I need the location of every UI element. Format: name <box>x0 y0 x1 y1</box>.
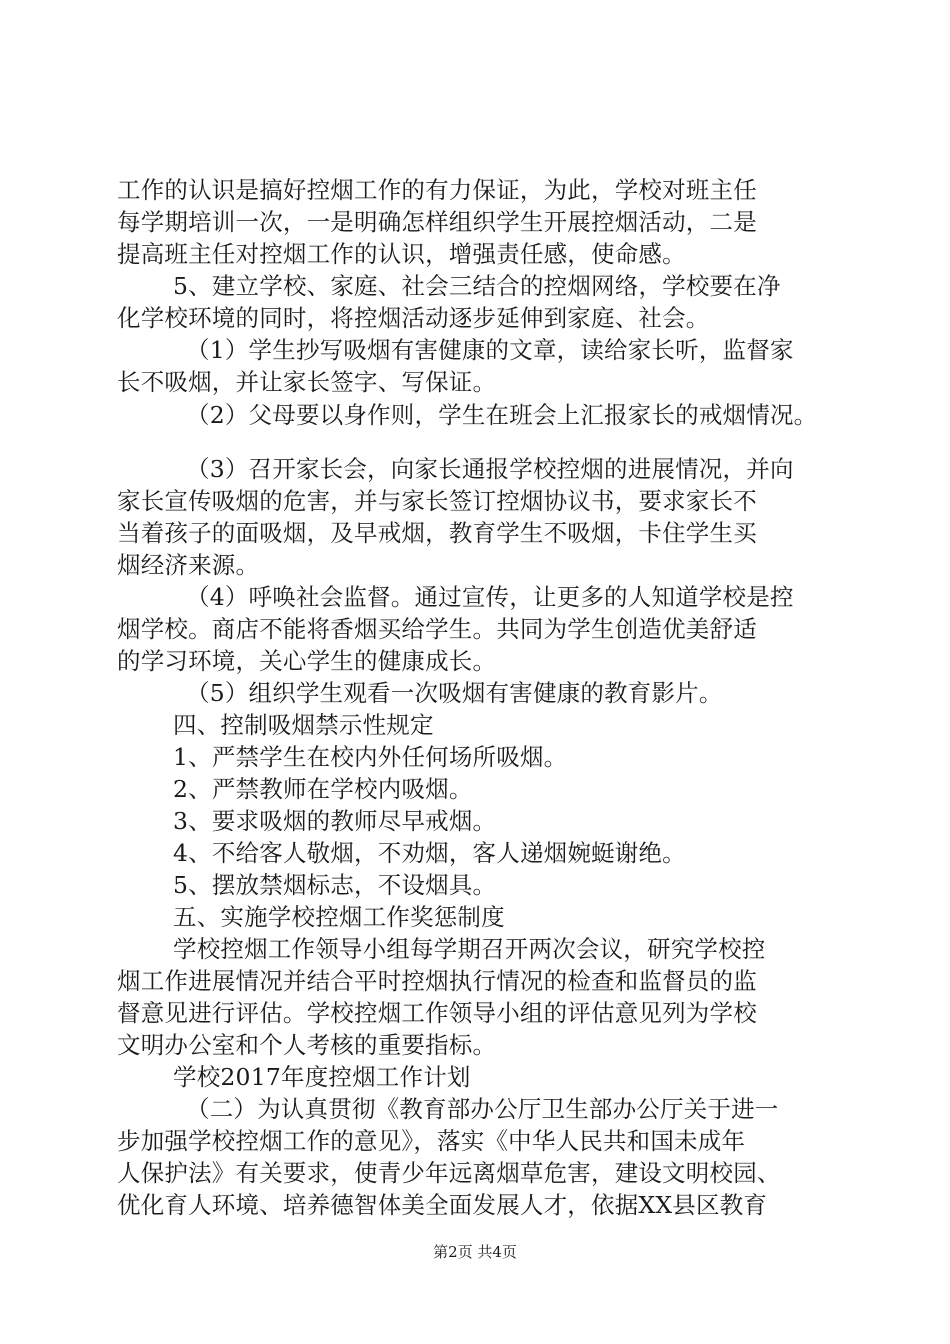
text-line: 工作的认识是搞好控烟工作的有力保证，为此，学校对班主任 <box>117 176 757 204</box>
text-line: 当着孩子的面吸烟，及早戒烟，教育学生不吸烟，卡住学生买 <box>117 519 757 547</box>
text-line: （4）呼唤社会监督。通过宣传，让更多的人知道学校是控 <box>186 583 794 611</box>
document-title: 学校2017年度控烟工作计划 <box>173 1063 471 1091</box>
text-line: 5、摆放禁烟标志，不设烟具。 <box>173 871 497 899</box>
text-line: 督意见进行评估。学校控烟工作领导小组的评估意见列为学校 <box>117 999 757 1027</box>
text-line: 烟学校。商店不能将香烟买给学生。共同为学生创造优美舒适 <box>117 615 757 643</box>
text-line: 人保护法》有关要求，使青少年远离烟草危害，建设文明校园、 <box>117 1159 781 1187</box>
text-line: 4、不给客人敬烟，不劝烟，客人递烟婉蜓谢绝。 <box>173 839 686 867</box>
text-line: 3、要求吸烟的教师尽早戒烟。 <box>173 807 497 835</box>
text-line: 提高班主任对控烟工作的认识，增强责任感，使命感。 <box>117 240 686 268</box>
text-line: （1）学生抄写吸烟有害健康的文章，读给家长听，监督家 <box>186 336 794 364</box>
text-line: 家长宣传吸烟的危害，并与家长签订控烟协议书，要求家长不 <box>117 487 757 515</box>
text-line: 每学期培训一次，一是明确怎样组织学生开展控烟活动，二是 <box>117 208 757 236</box>
text-line: 化学校环境的同时，将控烟活动逐步延伸到家庭、社会。 <box>117 304 710 332</box>
section-heading: 四、控制吸烟禁示性规定 <box>173 711 434 739</box>
text-line: （二）为认真贯彻《教育部办公厅卫生部办公厅关于进一 <box>186 1095 779 1123</box>
page-number-footer: 第2页 共4页 <box>433 1243 517 1261</box>
text-line: 烟工作进展情况并结合平时控烟执行情况的检查和监督员的监 <box>117 967 757 995</box>
text-line: （5）组织学生观看一次吸烟有害健康的教育影片。 <box>186 679 723 707</box>
section-heading: 五、实施学校控烟工作奖惩制度 <box>173 903 505 931</box>
text-line: （2）父母要以身作则，学生在班会上汇报家长的戒烟情况。 <box>186 401 818 429</box>
text-line: 2、严禁教师在学校内吸烟。 <box>173 775 473 803</box>
text-line: 文明办公室和个人考核的重要指标。 <box>117 1031 497 1059</box>
text-line: （3）召开家长会，向家长通报学校控烟的进展情况，并向 <box>186 455 794 483</box>
text-line: 烟经济来源。 <box>117 551 260 579</box>
text-line: 1、严禁学生在校内外任何场所吸烟。 <box>173 743 568 771</box>
text-line: 的学习环境，关心学生的健康成长。 <box>117 647 497 675</box>
text-line: 长不吸烟，并让家长签字、写保证。 <box>117 368 497 396</box>
text-line: 优化育人环境、培养德智体美全面发展人才，依据XX县区教育 <box>117 1191 768 1219</box>
text-line: 步加强学校控烟工作的意见》，落实《中华人民共和国未成年 <box>117 1127 746 1155</box>
text-line: 学校控烟工作领导小组每学期召开两次会议，研究学校控 <box>173 935 766 963</box>
text-line: 5、建立学校、家庭、社会三结合的控烟网络，学校要在净 <box>173 272 781 300</box>
